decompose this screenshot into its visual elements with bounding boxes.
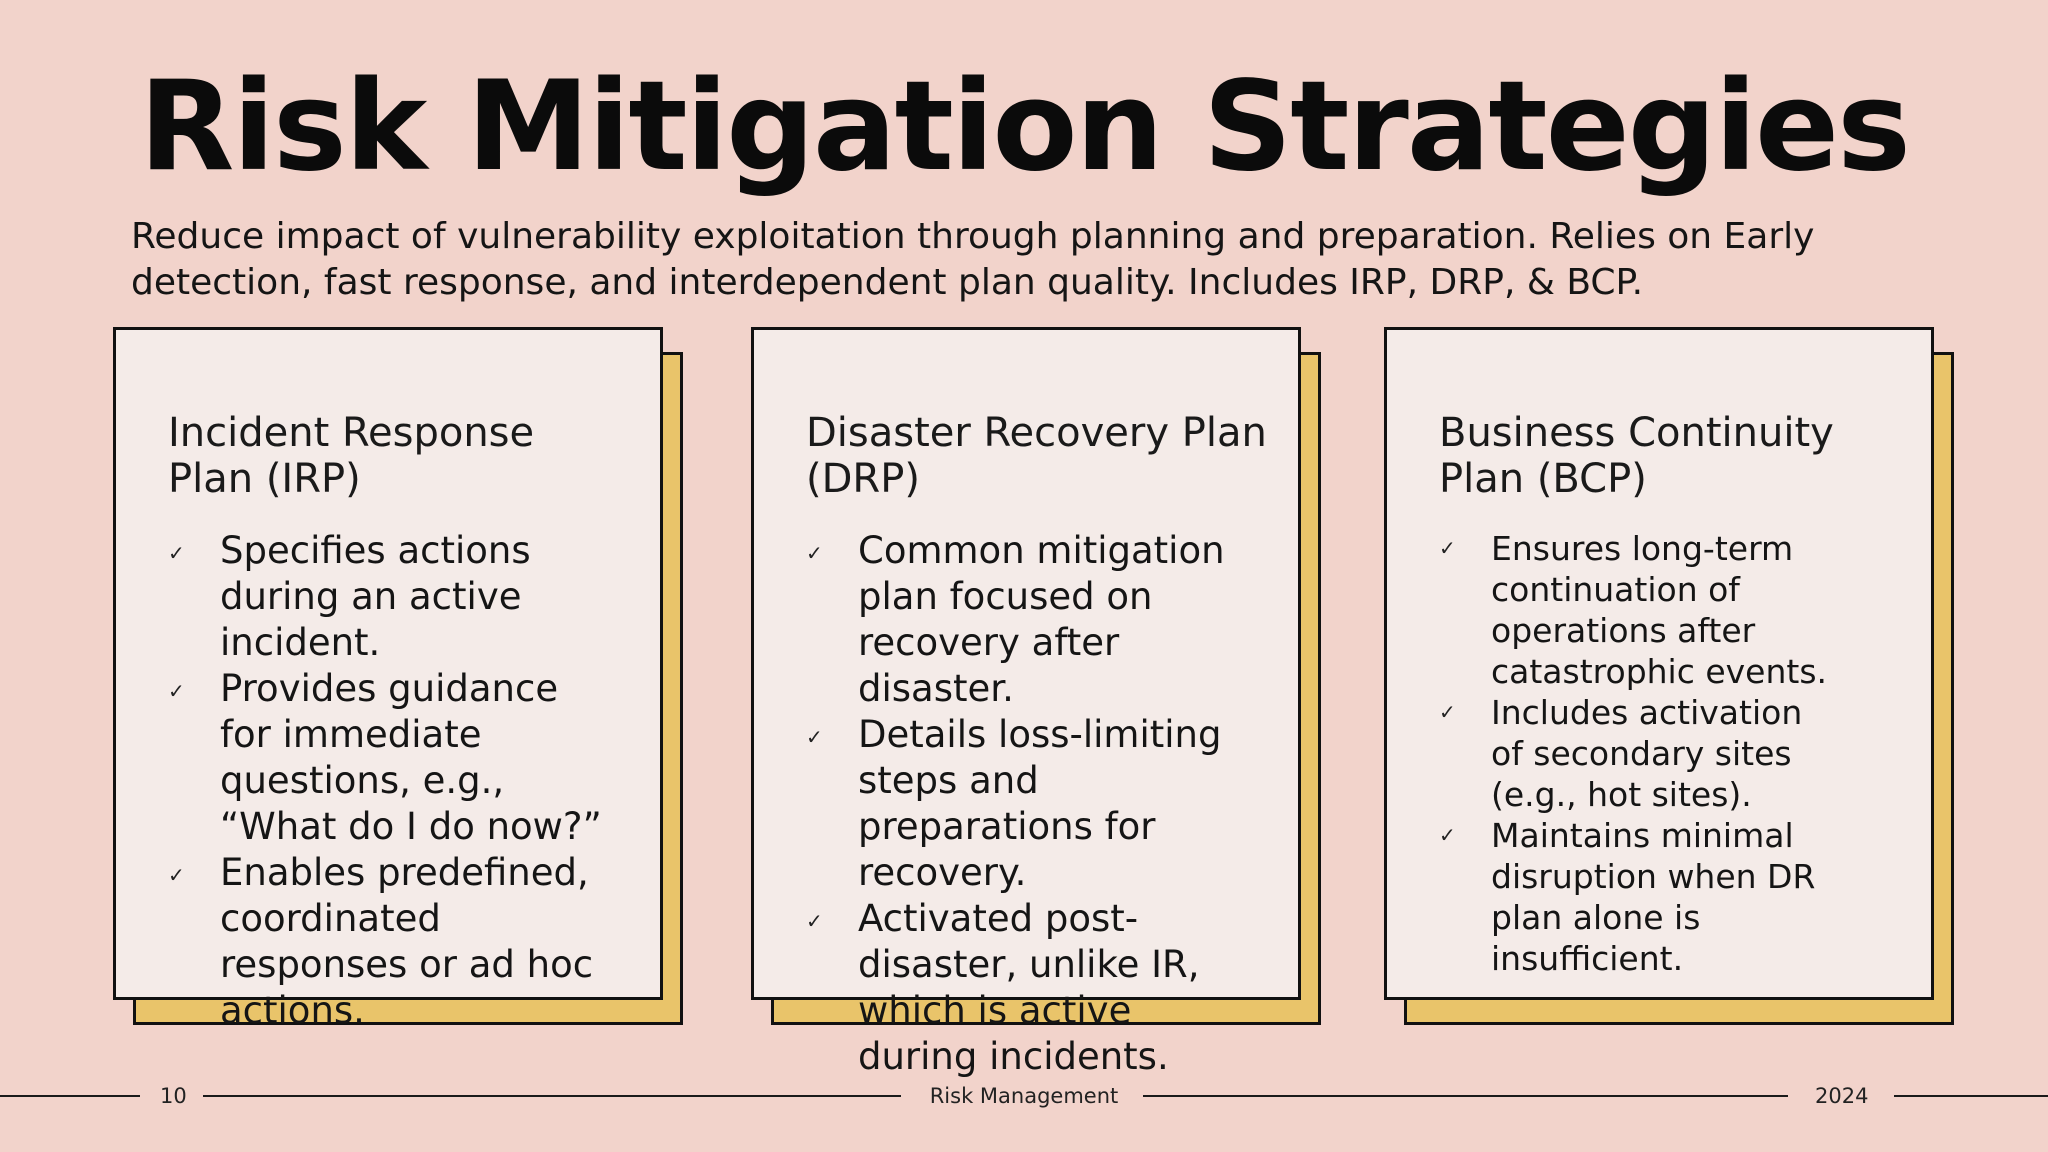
checkmark-icon: ✓ [1439,823,1456,847]
checkmark-icon: ✓ [1439,536,1456,560]
list-item [1439,815,1839,979]
list-item-text: Details loss-limiting steps and preparations for recovery. [858,713,1222,894]
list-item [1439,692,1839,815]
list-item-text: Maintains minimal disruption when DR plan alone is insufficient. [1491,816,1816,978]
card-bcp-title: Business Continuity Plan (BCP) [1439,410,1834,502]
list-item-text: Ensures long-term continuation of operations after catastrophic events. [1491,529,1828,691]
page-number: 10 [160,1084,187,1108]
card-irp-title: Incident Response Plan (IRP) [168,410,535,502]
checkmark-icon: ✓ [168,863,185,887]
list-item [806,528,1246,712]
checkmark-icon: ✓ [806,909,823,933]
list-item [806,712,1246,896]
footer-center-text: Risk Management [929,1084,1119,1108]
footer-divider-center-right [1143,1095,1788,1097]
checkmark-icon: ✓ [168,679,185,703]
card-irp-list [168,528,608,1034]
list-item-text: Specifies actions during an active incident. [220,529,531,664]
slide-subtitle: Reduce impact of vulnerability exploitation through planning and preparation. Relies on Early detection, fast response, and interdependent plan quality. Includes IRP, DRP, & BCP. [131,216,1815,303]
card-bcp-list [1439,528,1839,979]
list-item [1439,528,1839,692]
list-item-text: Enables predefined, coordinated responses or ad hoc actions. [220,851,594,1032]
footer-year: 2024 [1815,1084,1869,1108]
footer-divider-center-left [203,1095,901,1097]
checkmark-icon: ✓ [806,541,823,565]
list-item-text: Activated post-disaster, unlike IR, which is active during incidents. [858,897,1200,1078]
list-item [168,666,608,850]
list-item [168,850,608,1034]
list-item-text: Includes activation of secondary sites (e.g., hot sites). [1491,693,1803,814]
list-item-text: Provides guidance for immediate questions, e.g., “What do I do now?” [220,667,602,848]
footer-divider-right [1894,1095,2048,1097]
footer-divider-left [0,1095,140,1097]
list-item [168,528,608,666]
checkmark-icon: ✓ [806,725,823,749]
card-drp-list [806,528,1246,1080]
list-item-text: Common mitigation plan focused on recovery after disaster. [858,529,1225,710]
checkmark-icon: ✓ [168,541,185,565]
list-item [806,896,1246,1080]
card-drp-title: Disaster Recovery Plan (DRP) [806,410,1267,502]
checkmark-icon: ✓ [1439,700,1456,724]
slide-title: Risk Mitigation Strategies [139,55,1909,199]
